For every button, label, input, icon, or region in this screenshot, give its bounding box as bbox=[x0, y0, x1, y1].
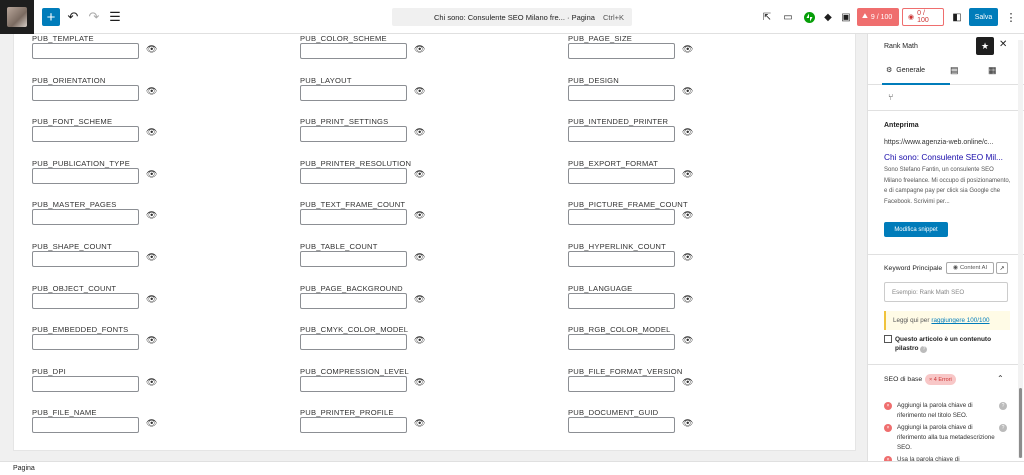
field-input[interactable] bbox=[300, 251, 407, 267]
pillar-label bbox=[895, 335, 1005, 353]
editor-canvas-area bbox=[0, 34, 867, 461]
error-icon: × bbox=[884, 424, 892, 432]
field-label: PUB_RGB_COLOR_MODEL bbox=[568, 325, 671, 335]
site-icon[interactable] bbox=[0, 0, 34, 34]
error-icon: × bbox=[884, 402, 892, 410]
social-tab-icon[interactable]: ⑂ bbox=[888, 92, 894, 102]
edit-snippet-button[interactable]: Modifica snippet bbox=[884, 222, 948, 237]
metadata-field bbox=[300, 367, 560, 407]
field-label: PUB_PRINT_SETTINGS bbox=[300, 117, 389, 127]
divider bbox=[868, 110, 1024, 111]
eye-icon[interactable]: 👁 bbox=[414, 335, 426, 346]
pillar-label-text: Questo articolo è un contenuto pilastro bbox=[895, 336, 992, 352]
field-input[interactable] bbox=[32, 168, 139, 184]
save-button[interactable]: Salva bbox=[969, 8, 998, 26]
metadata-field bbox=[568, 76, 828, 116]
eye-icon[interactable]: 👁 bbox=[414, 418, 426, 429]
divider bbox=[868, 364, 1024, 365]
metadata-field bbox=[300, 200, 560, 240]
metadata-field bbox=[568, 367, 828, 407]
eye-icon[interactable]: 👁 bbox=[146, 210, 158, 221]
divider bbox=[868, 254, 1024, 255]
seo-check-text: Aggiungi la parola chiave di riferimento nel titolo SEO. bbox=[897, 402, 973, 419]
metadata-field bbox=[568, 200, 828, 240]
sidebar-title: Rank Math bbox=[884, 43, 918, 50]
eye-icon[interactable]: 👁 bbox=[414, 210, 426, 221]
metadata-field bbox=[568, 242, 828, 282]
metadata-field bbox=[300, 34, 560, 74]
field-input[interactable] bbox=[300, 293, 407, 309]
content-ai-icon: ◉ bbox=[908, 14, 915, 21]
eye-icon[interactable]: 👁 bbox=[414, 44, 426, 54]
seo-check-text: Usa la parola chiave di bbox=[897, 456, 960, 461]
field-label: PUB_PUBLICATION_TYPE bbox=[32, 158, 130, 168]
eye-icon[interactable]: 👁 bbox=[414, 127, 426, 138]
field-input[interactable] bbox=[568, 209, 675, 225]
score-notice bbox=[884, 311, 1010, 330]
eye-icon[interactable]: 👁 bbox=[146, 168, 158, 179]
field-label: PUB_LAYOUT bbox=[300, 75, 352, 85]
metadata-field bbox=[300, 76, 560, 116]
field-label: PUB_TEMPLATE bbox=[32, 34, 94, 43]
help-icon[interactable]: ? bbox=[920, 346, 927, 353]
content-ai-icon: ◉ bbox=[952, 265, 958, 271]
field-input[interactable] bbox=[32, 126, 139, 142]
field-input[interactable] bbox=[300, 209, 407, 225]
field-input[interactable] bbox=[32, 293, 139, 309]
help-icon[interactable]: ? bbox=[999, 402, 1007, 410]
field-label: PUB_COMPRESSION_LEVEL bbox=[300, 366, 409, 376]
close-icon[interactable]: ✕ bbox=[999, 39, 1008, 50]
content-score: 0 / 100 bbox=[917, 10, 929, 24]
document-title: Chi sono: Consulente SEO Milano fre... bbox=[434, 12, 565, 22]
metadata-field bbox=[32, 408, 292, 448]
content-ai-label: Content AI bbox=[959, 265, 988, 271]
field-input[interactable] bbox=[300, 168, 407, 184]
chevron-up-icon[interactable]: ⌃ bbox=[997, 374, 1004, 383]
rank-math-chart-icon: ⛰ bbox=[862, 13, 868, 20]
field-input[interactable] bbox=[568, 376, 675, 392]
eye-icon[interactable]: 👁 bbox=[414, 168, 426, 179]
metadata-field bbox=[32, 117, 292, 157]
field-input[interactable] bbox=[300, 126, 407, 142]
field-label: PUB_DOCUMENT_GUID bbox=[568, 408, 659, 418]
sidebar-scrollbar[interactable] bbox=[1018, 40, 1023, 458]
eye-icon[interactable]: 👁 bbox=[146, 335, 158, 346]
eye-icon[interactable]: 👁 bbox=[146, 252, 158, 262]
serp-url: https://www.agenzia-web.online/c... bbox=[884, 139, 994, 146]
pillar-checkbox[interactable] bbox=[884, 335, 892, 343]
field-input[interactable] bbox=[568, 417, 675, 433]
eye-icon[interactable]: 👁 bbox=[414, 293, 426, 304]
metadata-field bbox=[568, 34, 828, 74]
field-input[interactable] bbox=[300, 334, 407, 350]
field-label: PUB_TABLE_COUNT bbox=[300, 242, 378, 251]
field-label: PUB_PICTURE_FRAME_COUNT bbox=[568, 200, 688, 210]
serp-description: Sono Stefano Fantin, un consulente SEO Milano freelance. Mi occupo di posizionamento, e di campagne pay per click sia Google che Facebook. Scrivimi per... bbox=[884, 167, 1011, 205]
field-label: PUB_COLOR_SCHEME bbox=[300, 34, 387, 43]
breadcrumb[interactable]: Pagina bbox=[13, 465, 35, 472]
eye-icon[interactable]: 👁 bbox=[682, 293, 694, 304]
eye-icon[interactable]: 👁 bbox=[146, 376, 158, 387]
eye-icon[interactable]: 👁 bbox=[682, 335, 694, 346]
field-label: PUB_MASTER_PAGES bbox=[32, 200, 117, 210]
field-input[interactable] bbox=[32, 209, 139, 225]
metadata-field bbox=[32, 76, 292, 116]
preview-heading: Anteprima bbox=[884, 122, 919, 129]
field-label: PUB_PRINTER_PROFILE bbox=[300, 408, 394, 418]
eye-icon[interactable]: 👁 bbox=[682, 127, 694, 138]
redo-icon[interactable]: ↷ bbox=[88, 9, 100, 24]
metadata-field bbox=[568, 117, 828, 157]
field-label: PUB_INTENDED_PRINTER bbox=[568, 117, 669, 127]
field-label: PUB_ORIENTATION bbox=[32, 75, 106, 85]
tab-general-label: Generale bbox=[896, 66, 926, 74]
metadata-field bbox=[300, 117, 560, 157]
metadata-field bbox=[300, 325, 560, 365]
field-label: PUB_DPI bbox=[32, 366, 66, 376]
field-input[interactable] bbox=[568, 251, 675, 267]
eye-icon[interactable]: 👁 bbox=[414, 85, 426, 96]
metadata-field bbox=[300, 408, 560, 448]
field-label: PUB_CMYK_COLOR_MODEL bbox=[300, 325, 409, 335]
metadata-field bbox=[568, 408, 828, 448]
eye-icon[interactable]: 👁 bbox=[146, 127, 158, 138]
external-view-icon[interactable]: ⇱ bbox=[762, 11, 772, 23]
field-input[interactable] bbox=[32, 417, 139, 433]
eye-icon[interactable]: 👁 bbox=[146, 44, 158, 54]
eye-icon[interactable]: 👁 bbox=[682, 376, 694, 387]
metadata-field bbox=[300, 242, 560, 282]
serp-title: Chi sono: Consulente SEO Mil... bbox=[884, 152, 1003, 162]
field-label: PUB_FILE_FORMAT_VERSION bbox=[568, 366, 683, 376]
field-label: PUB_FONT_SCHEME bbox=[32, 117, 113, 127]
notice-text: Leggi qui per bbox=[893, 317, 930, 324]
jetpack-icon[interactable] bbox=[803, 8, 815, 26]
undo-icon[interactable]: ↶ bbox=[67, 9, 79, 24]
metadata-field bbox=[568, 325, 828, 365]
eye-icon[interactable]: 👁 bbox=[682, 210, 694, 221]
add-block-button[interactable]: + bbox=[42, 8, 60, 26]
eye-icon[interactable]: 👁 bbox=[682, 168, 694, 179]
star-icon[interactable]: ★ bbox=[976, 37, 994, 55]
preview-device-icon[interactable]: ▭ bbox=[783, 11, 793, 23]
metadata-field bbox=[32, 242, 292, 282]
seo-basic-heading[interactable]: SEO di base bbox=[884, 376, 923, 383]
field-label: PUB_PAGE_BACKGROUND bbox=[300, 283, 403, 293]
metadata-field bbox=[300, 284, 560, 324]
sidebar-toggle-icon[interactable]: ◧ bbox=[952, 11, 962, 23]
metadata-field bbox=[568, 159, 828, 199]
list-view-icon[interactable]: ☰ bbox=[109, 9, 121, 24]
breadcrumb-footer bbox=[0, 461, 1024, 475]
field-label: PUB_PRINTER_RESOLUTION bbox=[300, 158, 412, 168]
tab-general[interactable] bbox=[886, 66, 925, 74]
metadata-field bbox=[32, 325, 292, 365]
field-label: PUB_PAGE_SIZE bbox=[568, 34, 633, 43]
eye-icon[interactable]: 👁 bbox=[682, 44, 694, 54]
content-ai-button[interactable] bbox=[946, 262, 994, 274]
field-input[interactable] bbox=[32, 376, 139, 392]
field-input[interactable] bbox=[568, 293, 675, 309]
sidebar-tabs bbox=[868, 59, 1024, 85]
seo-check-text: Aggiungi la parola chiave di riferimento alla tua metadescrizione SEO. bbox=[897, 424, 995, 451]
metadata-field bbox=[32, 34, 292, 74]
field-input[interactable] bbox=[32, 334, 139, 350]
error-icon: × bbox=[884, 456, 892, 461]
field-label: PUB_LANGUAGE bbox=[568, 283, 633, 293]
field-label: PUB_SHAPE_COUNT bbox=[32, 242, 112, 251]
plugin-box-icon[interactable]: ◆ bbox=[824, 11, 832, 23]
eye-icon[interactable]: 👁 bbox=[146, 418, 158, 429]
content-score-badge[interactable] bbox=[902, 8, 944, 26]
eye-icon[interactable]: 👁 bbox=[682, 85, 694, 96]
rank-math-sidebar bbox=[867, 34, 1024, 461]
document-type: · Pagina bbox=[567, 12, 595, 22]
tab-advanced-icon[interactable]: ▤ bbox=[950, 65, 959, 75]
metadata-field bbox=[32, 367, 292, 407]
field-input[interactable] bbox=[568, 334, 675, 350]
field-input[interactable] bbox=[300, 376, 407, 392]
site-logo-image bbox=[7, 7, 27, 27]
metadata-field bbox=[32, 200, 292, 240]
field-input[interactable] bbox=[300, 43, 407, 59]
tab-schema-icon[interactable]: ▦ bbox=[988, 65, 997, 75]
eye-icon[interactable]: 👁 bbox=[414, 376, 426, 387]
eye-icon[interactable]: 👁 bbox=[682, 252, 694, 262]
metadata-field bbox=[32, 159, 292, 199]
eye-icon[interactable]: 👁 bbox=[682, 418, 694, 429]
field-label: PUB_HYPERLINK_COUNT bbox=[568, 242, 666, 251]
help-icon[interactable]: ? bbox=[999, 424, 1007, 432]
shortcut-hint: Ctrl+K bbox=[602, 12, 624, 22]
field-input[interactable] bbox=[568, 43, 675, 59]
field-label: PUB_EMBEDDED_FONTS bbox=[32, 325, 129, 335]
metadata-field bbox=[300, 159, 560, 199]
command-palette[interactable] bbox=[392, 8, 632, 26]
gear-icon: ⚙ bbox=[886, 67, 893, 74]
rank-math-score: 9 / 100 bbox=[870, 13, 893, 21]
field-input[interactable] bbox=[568, 168, 675, 184]
field-input[interactable] bbox=[32, 251, 139, 267]
styles-icon[interactable]: ▣ bbox=[841, 11, 851, 23]
editor-canvas bbox=[13, 34, 856, 451]
field-input[interactable] bbox=[568, 126, 675, 142]
error-count-badge: × 4 Errori bbox=[925, 374, 956, 385]
field-label: PUB_EXPORT_FORMAT bbox=[568, 158, 659, 168]
focus-keyword-input[interactable]: Esempio: Rank Math SEO bbox=[884, 282, 1008, 302]
field-label: PUB_FILE_NAME bbox=[32, 408, 97, 418]
editor-top-bar bbox=[0, 0, 1024, 34]
keyword-label: Keyword Principale bbox=[884, 265, 943, 272]
field-input[interactable] bbox=[568, 85, 675, 101]
notice-link[interactable]: raggiungere 100/100 bbox=[931, 317, 990, 324]
field-label: PUB_DESIGN bbox=[568, 75, 619, 85]
field-input[interactable] bbox=[300, 85, 407, 101]
eye-icon[interactable]: 👁 bbox=[414, 252, 426, 262]
options-menu-icon[interactable]: ⋮ bbox=[1005, 11, 1017, 24]
field-label: PUB_OBJECT_COUNT bbox=[32, 283, 117, 293]
field-input[interactable] bbox=[32, 85, 139, 101]
metadata-field bbox=[32, 284, 292, 324]
field-label: PUB_TEXT_FRAME_COUNT bbox=[300, 200, 406, 210]
field-input[interactable] bbox=[300, 417, 407, 433]
field-input[interactable] bbox=[32, 43, 139, 59]
trends-icon[interactable]: ↗ bbox=[996, 262, 1008, 274]
metadata-field bbox=[568, 284, 828, 324]
rank-math-score-badge[interactable] bbox=[857, 8, 899, 26]
eye-icon[interactable]: 👁 bbox=[146, 85, 158, 96]
eye-icon[interactable]: 👁 bbox=[146, 293, 158, 304]
